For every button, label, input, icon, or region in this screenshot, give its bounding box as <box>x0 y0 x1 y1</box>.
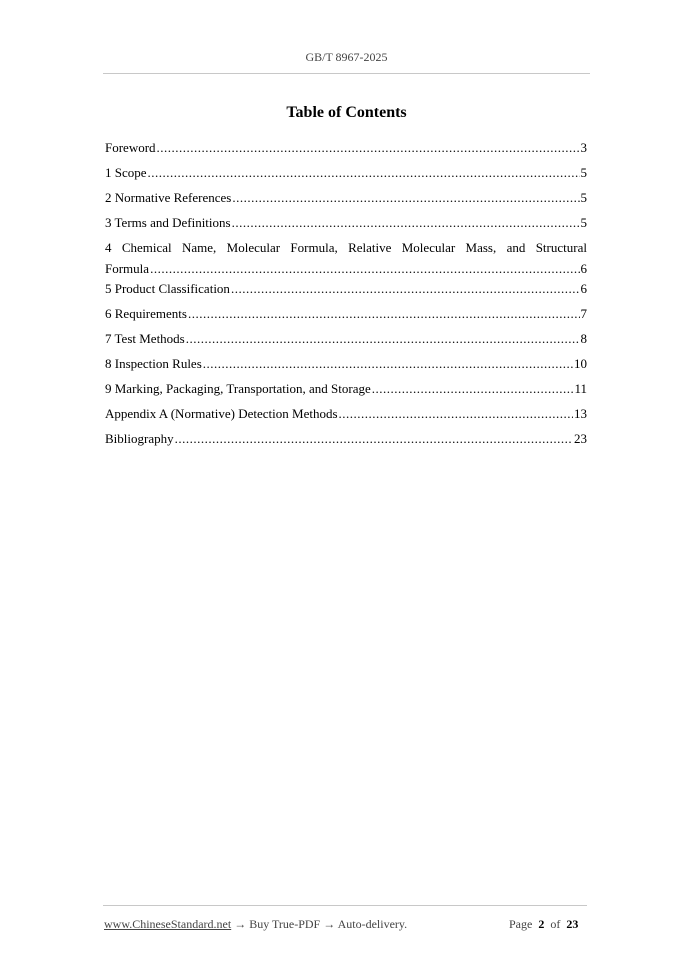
toc-entry-scope[interactable] <box>105 165 587 190</box>
toc-entry-normative-references[interactable] <box>105 190 587 215</box>
toc-entry-requirements[interactable] <box>105 306 587 331</box>
toc-entry-page: 10 <box>574 356 587 371</box>
dot-leader <box>175 431 573 447</box>
toc-entry-page: 5 <box>580 215 587 230</box>
buy-text: Buy True-PDF <box>249 917 321 931</box>
toc-entry-label: 6 Requirements <box>105 306 187 321</box>
toc-entry-label: 9 Marking, Packaging, Transportation, and Storage <box>105 381 371 396</box>
toc-entry-page: 23 <box>574 431 587 446</box>
toc-entry-page: 11 <box>574 381 587 396</box>
table-of-contents <box>105 140 587 456</box>
document-id-header: GB/T 8967-2025 <box>305 50 388 64</box>
toc-entry-label: Appendix A (Normative) Detection Methods <box>105 406 338 421</box>
toc-entry-foreword[interactable] <box>105 140 587 165</box>
toc-entry-label-line1 <box>105 240 587 256</box>
footer-promo <box>104 917 407 932</box>
toc-word: Formula, <box>290 240 338 255</box>
toc-entry-label: 5 Product Classification <box>105 281 230 296</box>
footer-divider <box>103 905 587 906</box>
toc-entry-terms-definitions[interactable] <box>105 215 587 240</box>
toc-entry-label: 3 Terms and Definitions <box>105 215 231 230</box>
toc-entry-page: 6 <box>580 261 587 276</box>
toc-entry-page: 6 <box>580 281 587 296</box>
dot-leader <box>232 215 580 231</box>
dot-leader <box>372 381 574 397</box>
toc-word: Molecular <box>226 240 281 255</box>
dot-leader <box>203 356 573 372</box>
toc-word: Molecular <box>401 240 456 255</box>
page-current: 2 <box>538 917 545 931</box>
page-label: Page <box>509 917 533 931</box>
dot-leader <box>232 190 579 206</box>
toc-entry-product-classification[interactable] <box>105 281 587 306</box>
dot-leader <box>186 331 580 347</box>
dot-leader <box>157 140 580 156</box>
dot-leader <box>231 281 580 297</box>
toc-entry-page: 5 <box>580 165 587 180</box>
toc-entry-inspection-rules[interactable] <box>105 356 587 381</box>
toc-entry-label: 7 Test Methods <box>105 331 185 346</box>
delivery-text: Auto-delivery. <box>337 917 408 931</box>
toc-entry-label: 1 Scope <box>105 165 147 180</box>
toc-entry-page: 13 <box>574 406 587 421</box>
toc-entry-label-line2 <box>105 261 587 277</box>
toc-entry-page: 3 <box>580 140 587 155</box>
toc-title: Table of Contents <box>286 104 407 121</box>
toc-word: 4 <box>105 240 112 255</box>
toc-entry-marking-packaging[interactable] <box>105 381 587 406</box>
toc-word: Structural <box>535 240 587 255</box>
dot-leader <box>339 406 573 422</box>
toc-entry-test-methods[interactable] <box>105 331 587 356</box>
arrow-icon: → <box>323 917 336 931</box>
toc-word: Chemical <box>121 240 172 255</box>
toc-entry-label: Foreword <box>105 140 156 155</box>
toc-entry-label: Formula <box>105 261 150 276</box>
page-of: of <box>550 917 561 931</box>
dot-leader <box>150 261 579 277</box>
toc-entry-label: 2 Normative References <box>105 190 232 205</box>
toc-word: Mass, <box>465 240 497 255</box>
toc-entry-chemical-name[interactable] <box>105 240 587 281</box>
arrow-icon: → <box>234 917 247 931</box>
page-number <box>509 917 578 932</box>
toc-word: Name, <box>182 240 217 255</box>
toc-entry-bibliography[interactable] <box>105 431 587 456</box>
dot-leader <box>188 306 580 322</box>
site-link[interactable]: www.ChineseStandard.net <box>104 917 232 931</box>
toc-word: and <box>506 240 526 255</box>
page-total: 23 <box>566 917 579 931</box>
toc-entry-page: 8 <box>580 331 587 346</box>
header-divider <box>103 73 590 74</box>
toc-word: Relative <box>348 240 392 255</box>
toc-entry-page: 5 <box>580 190 587 205</box>
toc-entry-page: 7 <box>580 306 587 321</box>
toc-entry-label: Bibliography <box>105 431 174 446</box>
toc-entry-appendix-a[interactable] <box>105 406 587 431</box>
dot-leader <box>148 165 580 181</box>
toc-entry-label: 8 Inspection Rules <box>105 356 202 371</box>
